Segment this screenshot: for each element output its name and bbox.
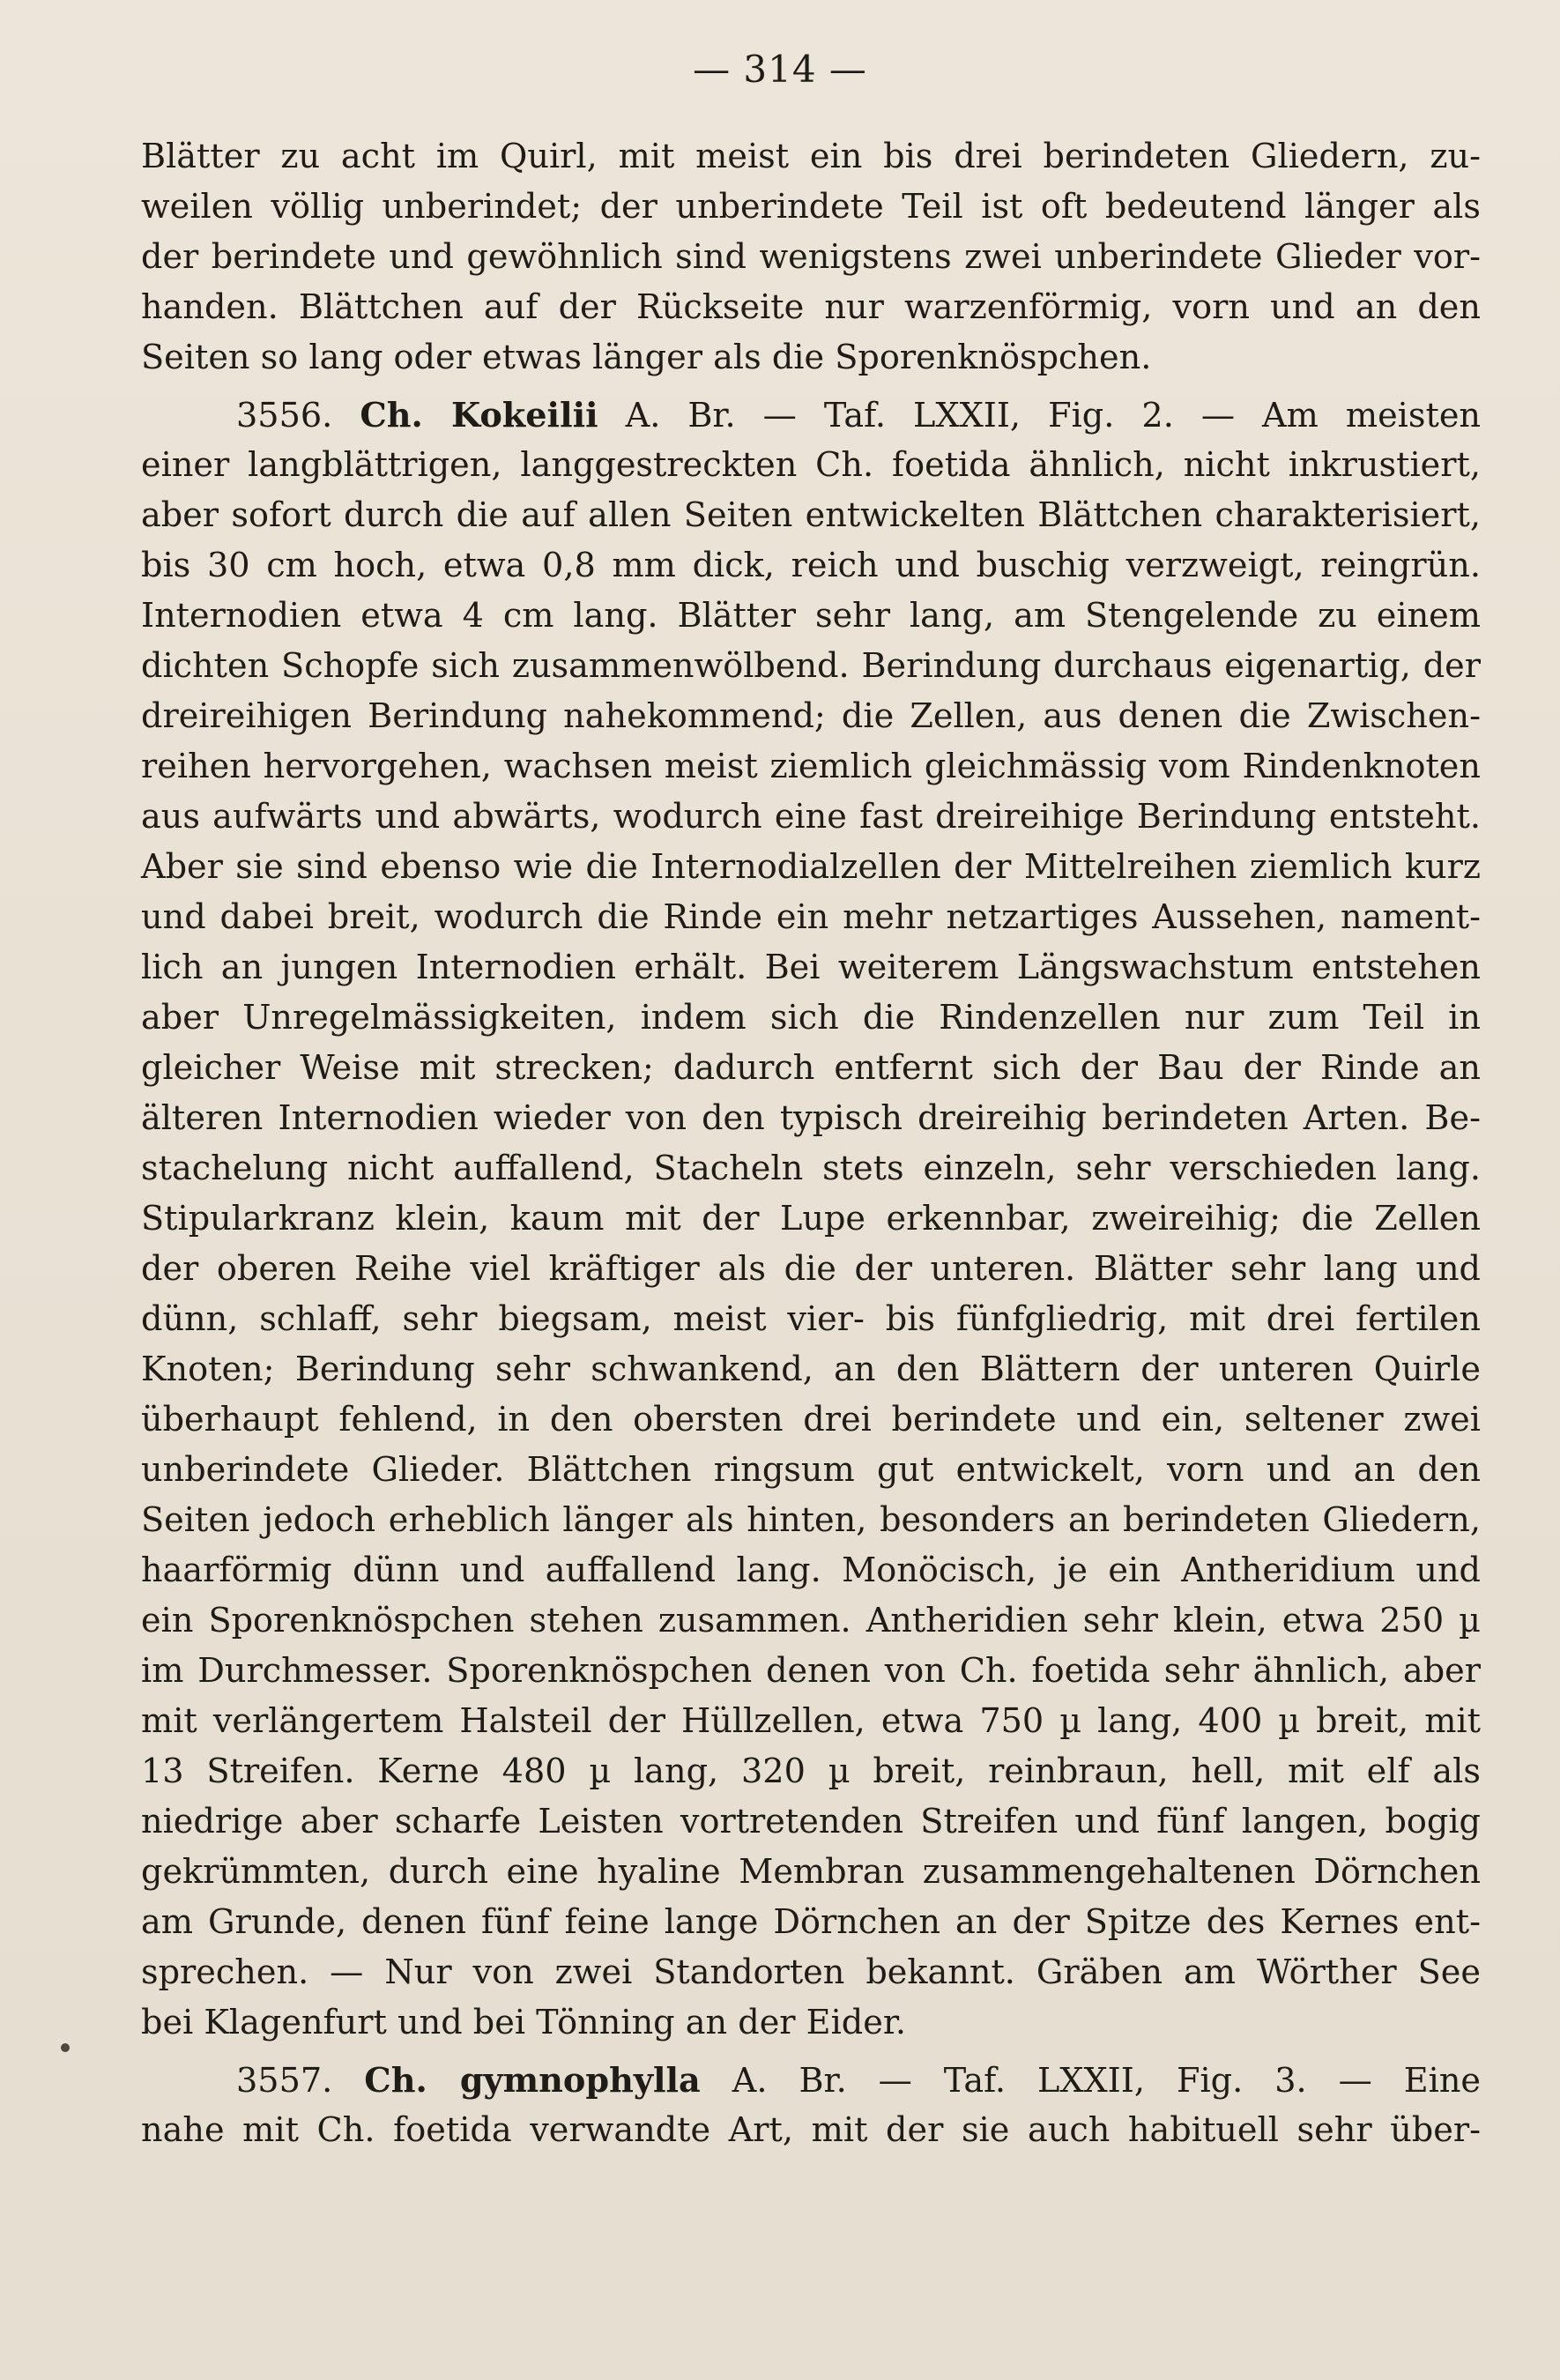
text-line: Seiten so lang oder etwas länger als die Sporenknöspchen. <box>141 338 1152 377</box>
text-line: aus aufwärts und abwärts, wodurch eine fast dreireihige Berindung entsteht. <box>141 798 1481 837</box>
text-line: stachelung nicht auffallend, Stacheln stets einzeln, sehr verschieden lang. <box>141 1149 1481 1188</box>
species-name: Ch. gymnophylla <box>364 2061 701 2101</box>
entry-heading-line <box>141 390 1481 441</box>
text-line: ein Sporenknöspchen stehen zusammen. Antheridien sehr klein, etwa 250 µ <box>141 1602 1481 1640</box>
text-line: unberindete Glieder. Blättchen ringsum gut entwickelt, vorn und an den <box>141 1451 1481 1490</box>
text-line: Seiten jedoch erheblich länger als hinten, besonders an berindeten Gliedern, <box>141 1501 1481 1540</box>
text-line: mit verlängertem Halsteil der Hüllzellen, etwa 750 µ lang, 400 µ breit, mit <box>141 1702 1481 1741</box>
text-line: einer langblättrigen, langgestreckten Ch. foetida ähnlich, nicht inkrustiert, <box>141 446 1481 485</box>
text-line: aber Unregelmässigkeiten, indem sich die Rindenzellen nur zum Teil in <box>141 999 1481 1038</box>
text-line: und dabei breit, wodurch die Rinde ein mehr netzartiges Aussehen, nament- <box>141 898 1481 937</box>
text-line: 13 Streifen. Kerne 480 µ lang, 320 µ breit, reinbraun, hell, mit elf als <box>141 1752 1481 1791</box>
text-line: handen. Blättchen auf der Rückseite nur warzenförmig, vorn und an den <box>141 288 1481 327</box>
text-line: der oberen Reihe viel kräftiger als die der unteren. Blätter sehr lang und <box>141 1250 1481 1289</box>
text-line: lich an jungen Internodien erhält. Bei weiterem Längswachstum entstehen <box>141 948 1481 987</box>
page-number: — 314 — <box>693 48 867 91</box>
text-line: dreireihigen Berindung nahekommend; die Zellen, aus denen die Zwischen- <box>141 697 1481 736</box>
text-line: sprechen. — Nur von zwei Standorten bekannt. Gräben am Wörther See <box>141 1953 1481 1992</box>
text-line: Knoten; Berindung sehr schwankend, an den Blättern der unteren Quirle <box>141 1350 1481 1389</box>
text-line: Stipularkranz klein, kaum mit der Lupe erkennbar, zweireihig; die Zellen <box>141 1200 1481 1238</box>
text-line: weilen völlig unberindet; der unberindete Teil ist oft bedeutend länger als <box>141 188 1481 227</box>
paragraph-continuation <box>141 132 1481 383</box>
text-line: Blätter zu acht im Quirl, mit meist ein bis drei berindeten Gliedern, zu- <box>141 138 1481 176</box>
text-line: gekrümmten, durch eine hyaline Membran zusammengehaltenen Dörnchen <box>141 1853 1481 1892</box>
text-line: niedrige aber scharfe Leisten vortretenden Streifen und fünf langen, bogig <box>141 1803 1481 1841</box>
text-line: dünn, schlaff, sehr biegsam, meist vier- bis fünfgliedrig, mit drei fertilen <box>141 1300 1481 1339</box>
text-line: gleicher Weise mit strecken; dadurch entfernt sich der Bau der Rinde an <box>141 1049 1481 1088</box>
entry-heading-rest: A. Br. — Taf. LXXII, Fig. 3. — Eine <box>732 2062 1482 2101</box>
text-line: nahe mit Ch. foetida verwandte Art, mit der sie auch habituell sehr über- <box>141 2111 1481 2150</box>
entry-3557 <box>141 2056 1481 2156</box>
entry-heading-rest: A. Br. — Taf. LXXII, Fig. 2. — Am meisten <box>625 397 1482 435</box>
text-line: Internodien etwa 4 cm lang. Blätter sehr lang, am Stengelende zu einem <box>141 597 1481 636</box>
text-line: bei Klagenfurt und bei Tönning an der Eider. <box>141 2004 907 2042</box>
ink-speck <box>61 2043 70 2052</box>
entry-heading-line <box>141 2056 1481 2106</box>
text-line: aber sofort durch die auf allen Seiten entwickelten Blättchen charakterisiert, <box>141 496 1481 535</box>
entry-number: 3556. <box>236 397 333 435</box>
entry-number: 3557. <box>236 2062 333 2101</box>
text-line: überhaupt fehlend, in den obersten drei berindete und ein, seltener zwei <box>141 1401 1481 1439</box>
text-line: Aber sie sind ebenso wie die Internodialzellen der Mittelreihen ziemlich kurz <box>141 848 1481 887</box>
text-line: haarförmig dünn und auffallend lang. Monöcisch, je ein Antheridium und <box>141 1551 1481 1590</box>
text-line: älteren Internodien wieder von den typisch dreireihig berindeten Arten. Be- <box>141 1099 1481 1138</box>
entry-3556 <box>141 390 1481 2049</box>
body-text <box>141 132 1481 2156</box>
text-line: der berindete und gewöhnlich sind wenigstens zwei unberindete Glieder vor- <box>141 238 1481 277</box>
text-line: reihen hervorgehen, wachsen meist ziemlich gleichmässig vom Rindenknoten <box>141 747 1481 786</box>
text-line: am Grunde, denen fünf feine lange Dörnchen an der Spitze des Kernes ent- <box>141 1903 1481 1942</box>
text-line: dichten Schopfe sich zusammenwölbend. Berindung durchaus eigenartig, der <box>141 647 1481 686</box>
species-name: Ch. Kokeilii <box>360 396 598 435</box>
text-line: im Durchmesser. Sporenknöspchen denen von Ch. foetida sehr ähnlich, aber <box>141 1652 1481 1691</box>
text-line: bis 30 cm hoch, etwa 0,8 mm dick, reich und buschig verzweigt, reingrün. <box>141 547 1481 585</box>
